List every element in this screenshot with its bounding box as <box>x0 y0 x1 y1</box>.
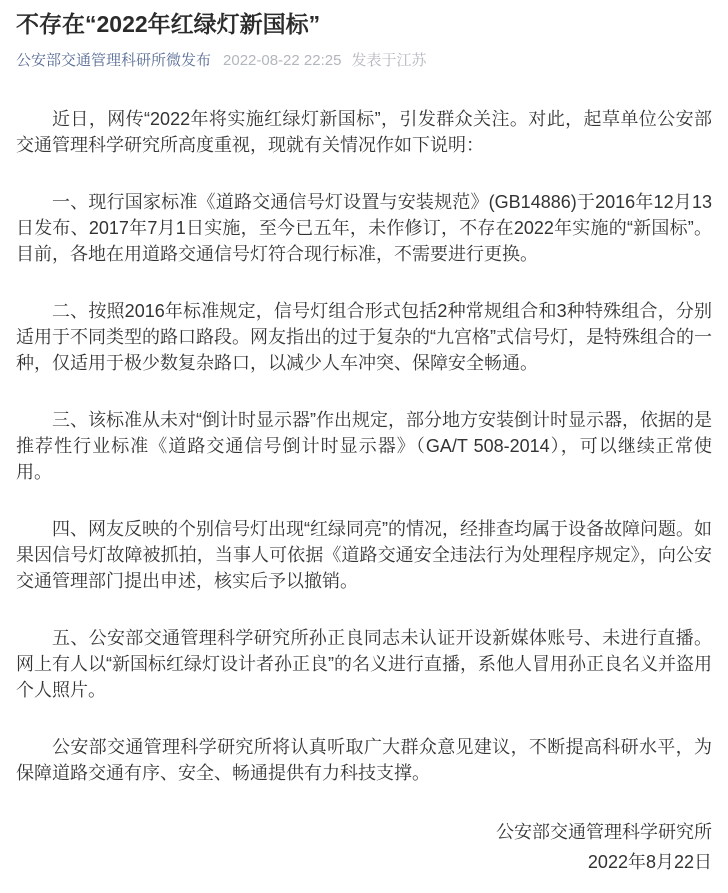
paragraph-closing: 公安部交通管理科学研究所将认真听取广大群众意见建议，不断提高科研水平，为保障道路交通有序、安全、畅通提供有力科技支撑。 <box>16 737 712 783</box>
paragraph-point-3: 三、该标准从未对“倒计时显示器”作出规定，部分地方安装倒计时显示器，依据的是推荐性行业标准《道路交通信号倒计时显示器》（GA/T 508-2014），可以继续正常使用。 <box>16 410 712 482</box>
paragraph-point-5: 五、公安部交通管理科学研究所孙正良同志未认证开设新媒体账号、未进行直播。网上有人以“新国标红绿灯设计者孙正良”的名义进行直播，系他人冒用孙正良名义并盗用个人照片。 <box>16 628 712 700</box>
publish-location: 发表于江苏 <box>351 52 427 69</box>
paragraph-point-1: 一、现行国家标准《道路交通信号灯设置与安装规范》(GB14886)于2016年12月13日发布、2017年7月1日实施，至今已五年，未作修订，不存在2022年实施的“新国标”。目前，各地在用道路交通信号灯符合现行标准，不需要进行更换。 <box>16 192 712 264</box>
paragraph-point-4: 四、网友反映的个别信号灯出现“红绿同亮”的情况，经排查均属于设备故障问题。如果因信号灯故障被抓拍，当事人可依据《道路交通安全违法行为处理程序规定》，向公安交通管理部门提出申述，核实后予以撤销。 <box>16 519 712 591</box>
signature-date: 2022年8月22日 <box>587 852 712 872</box>
account-name-link[interactable]: 公安部交通管理科研所微发布 <box>16 52 212 69</box>
publish-timestamp: 2022-08-22 22:25 <box>223 52 342 69</box>
signature-block <box>16 817 712 877</box>
page-title: 不存在“2022年红绿灯新国标” <box>16 11 321 37</box>
paragraph-point-2: 二、按照2016年标准规定，信号灯组合形式包括2种常规组合和3种特殊组合，分别适用于不同类型的路口路段。网友指出的过于复杂的“九宫格”式信号灯，是特殊组合的一种，仅适用于极少数复杂路口，以减少人车冲突、保障安全畅通。 <box>16 301 712 373</box>
byline <box>16 51 712 71</box>
signature-org: 公安部交通管理科学研究所 <box>496 822 712 842</box>
article-body <box>16 106 712 786</box>
paragraph-intro: 近日，网传“2022年将实施红绿灯新国标”，引发群众关注。对此，起草单位公安部交通管理科学研究所高度重视，现就有关情况作如下说明： <box>16 109 712 155</box>
